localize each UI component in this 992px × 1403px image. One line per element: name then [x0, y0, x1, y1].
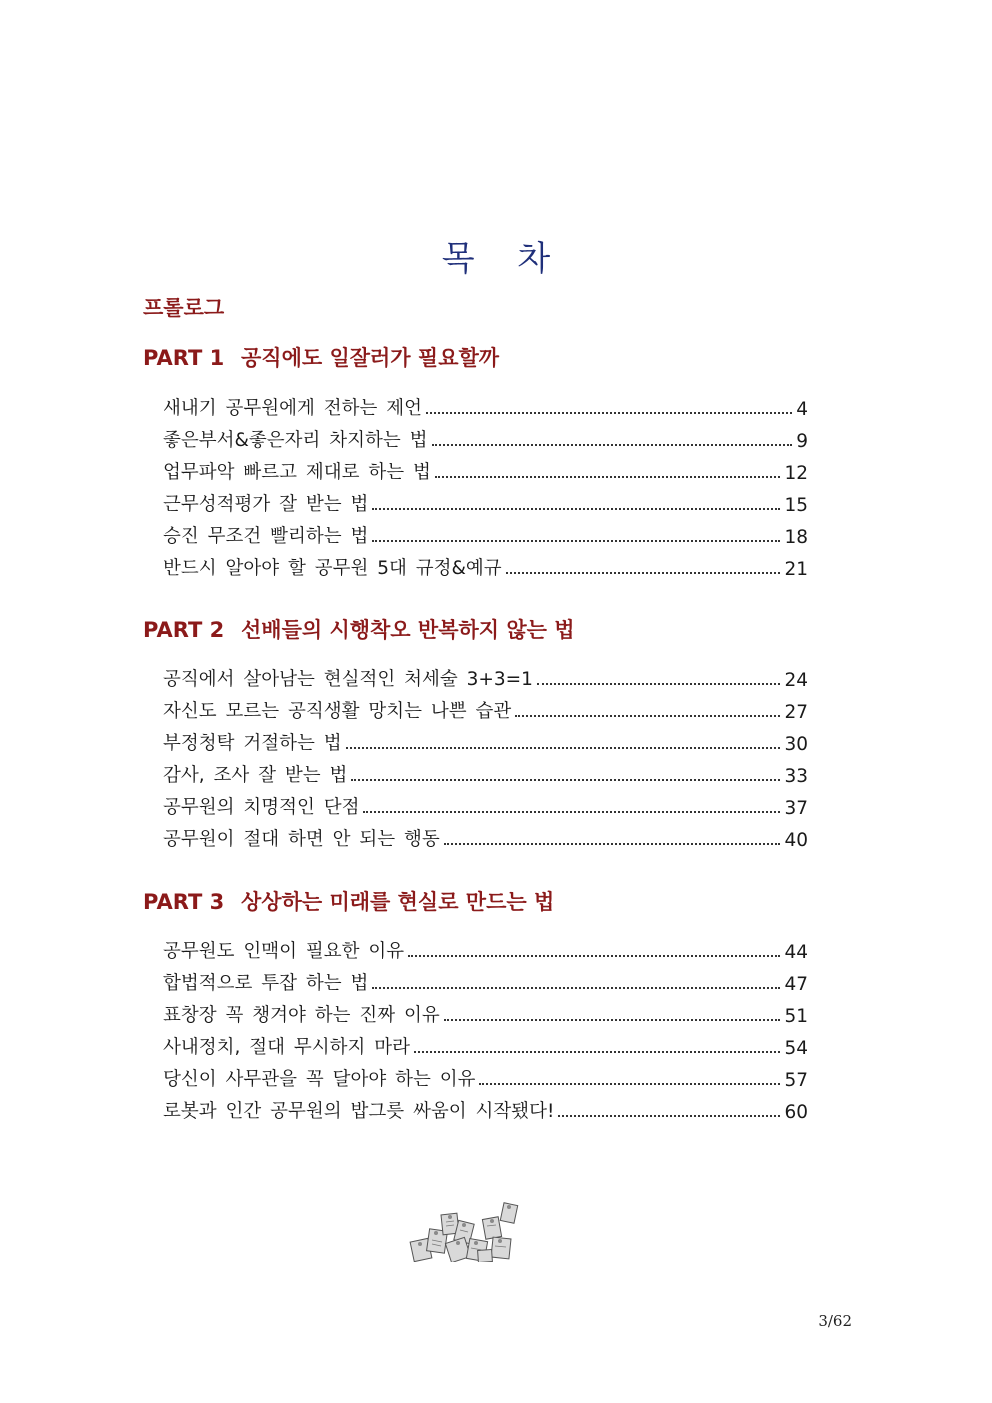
toc-entry[interactable]	[163, 931, 808, 963]
entry-page: 51	[784, 1006, 808, 1027]
part-title: 선배들의 시행착오 반복하지 않는 법	[241, 618, 575, 642]
dot-leader	[432, 444, 793, 446]
dot-leader	[435, 476, 781, 478]
toc-entry[interactable]	[163, 420, 808, 452]
toc-entry[interactable]	[163, 484, 808, 516]
entry-title: 감사, 조사 잘 받는 법	[163, 765, 348, 786]
entry-title: 업무파악 빠르고 제대로 하는 법	[163, 462, 431, 483]
dot-leader	[363, 811, 780, 813]
entry-title: 합법적으로 투잡 하는 법	[163, 973, 369, 994]
entry-page: 9	[796, 431, 808, 452]
entry-title: 공직에서 살아남는 현실적인 처세술 3+3=1	[163, 669, 533, 690]
entry-page: 24	[784, 670, 808, 691]
prologue-heading: 프롤로그	[143, 296, 225, 320]
entry-page: 44	[784, 942, 808, 963]
dot-leader	[346, 747, 781, 749]
part-label: PART 2	[143, 618, 225, 642]
part-label: PART 1	[143, 346, 225, 370]
entry-page: 40	[784, 830, 808, 851]
toc-entry[interactable]	[163, 963, 808, 995]
dot-leader	[558, 1115, 780, 1117]
dot-leader	[414, 1051, 780, 1053]
entry-title: 공무원의 치명적인 단점	[163, 797, 360, 818]
toc-entry[interactable]	[163, 787, 808, 819]
entry-title: 반드시 알아야 할 공무원 5대 규정&예규	[163, 558, 502, 579]
dot-leader	[372, 540, 780, 542]
entry-title: 부정청탁 거절하는 법	[163, 733, 342, 754]
toc-entry[interactable]	[163, 548, 808, 580]
entry-title: 근무성적평가 잘 받는 법	[163, 494, 369, 515]
entry-title: 표창장 꼭 챙겨야 하는 진짜 이유	[163, 1005, 440, 1026]
entry-title: 공무원이 절대 하면 안 되는 행동	[163, 829, 440, 850]
toc-entry[interactable]	[163, 1027, 808, 1059]
part-2-entries	[163, 659, 808, 851]
entry-page: 18	[784, 527, 808, 548]
entry-page: 47	[784, 974, 808, 995]
entry-page: 21	[784, 559, 808, 580]
part-label: PART 3	[143, 890, 225, 914]
dot-leader	[444, 843, 781, 845]
toc-entry[interactable]	[163, 388, 808, 420]
dot-leader	[479, 1083, 780, 1085]
toc-entry[interactable]	[163, 755, 808, 787]
entry-page: 57	[784, 1070, 808, 1091]
entry-page: 54	[784, 1038, 808, 1059]
dot-leader	[372, 987, 780, 989]
part-1-heading	[143, 342, 499, 372]
dot-leader	[444, 1019, 781, 1021]
part-title: 상상하는 미래를 현실로 만드는 법	[241, 890, 555, 914]
toc-entry[interactable]	[163, 1091, 808, 1123]
toc-entry[interactable]	[163, 995, 808, 1027]
toc-entry[interactable]	[163, 819, 808, 851]
part-title: 공직에도 일잘러가 필요할까	[241, 346, 500, 370]
entry-title: 공무원도 인맥이 필요한 이유	[163, 941, 405, 962]
dot-leader	[537, 683, 781, 685]
entry-title: 로봇과 인간 공무원의 밥그릇 싸움이 시작됐다!	[163, 1101, 555, 1122]
entry-title: 좋은부서&좋은자리 차지하는 법	[163, 430, 428, 451]
entry-title: 새내기 공무원에게 전하는 제언	[163, 398, 422, 419]
toc-entry[interactable]	[163, 723, 808, 755]
scattered-papers-icon	[408, 1200, 520, 1262]
dot-leader	[351, 779, 780, 781]
entry-page: 4	[796, 399, 808, 420]
entry-page: 33	[784, 766, 808, 787]
page-number: 3/62	[818, 1312, 852, 1330]
toc-entry[interactable]	[163, 659, 808, 691]
dot-leader	[506, 572, 781, 574]
entry-page: 15	[784, 495, 808, 516]
entry-page: 12	[784, 463, 808, 484]
entry-page: 27	[784, 702, 808, 723]
entry-title: 사내정치, 절대 무시하지 마라	[163, 1037, 410, 1058]
dot-leader	[372, 508, 780, 510]
entry-page: 37	[784, 798, 808, 819]
toc-entry[interactable]	[163, 516, 808, 548]
dot-leader	[408, 955, 780, 957]
page-title: 목 차	[441, 238, 567, 279]
part-3-heading	[143, 886, 554, 916]
dot-leader	[515, 715, 780, 717]
dot-leader	[426, 412, 792, 414]
part-2-heading	[143, 614, 575, 644]
entry-title: 당신이 사무관을 꼭 달아야 하는 이유	[163, 1069, 476, 1090]
part-3-entries	[163, 931, 808, 1123]
part-1-entries	[163, 388, 808, 580]
entry-title: 자신도 모르는 공직생활 망치는 나쁜 습관	[163, 701, 512, 722]
entry-page: 30	[784, 734, 808, 755]
toc-entry[interactable]	[163, 452, 808, 484]
toc-entry[interactable]	[163, 1059, 808, 1091]
entry-title: 승진 무조건 빨리하는 법	[163, 526, 369, 547]
toc-entry[interactable]	[163, 691, 808, 723]
entry-page: 60	[784, 1102, 808, 1123]
